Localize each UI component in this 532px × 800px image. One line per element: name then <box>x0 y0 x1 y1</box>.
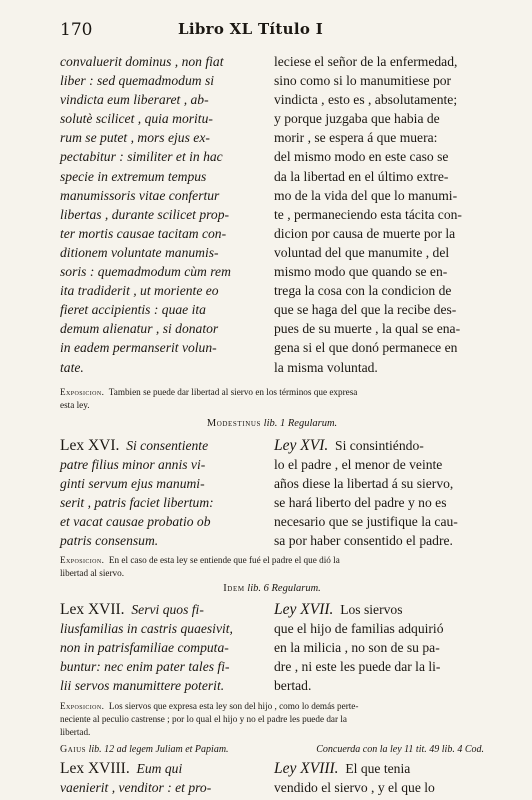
source-author: Gaius <box>60 744 87 755</box>
latin-line: vindicta eum liberaret , ab- <box>60 92 209 108</box>
spanish-line: da la libertad en el último extre- <box>274 168 449 184</box>
parallel-text-block <box>60 52 484 382</box>
latin-line: Eum qui <box>136 761 183 776</box>
latin-line: liusfamilias in castris quaesivit, <box>60 621 233 637</box>
exposicion-label: Exposicion. <box>60 387 105 397</box>
latin-column <box>60 436 256 551</box>
lex-heading: Lex XVII. <box>60 601 125 618</box>
exposicion-note <box>60 700 484 739</box>
spanish-line: que se haga del que la recibe des- <box>274 302 457 318</box>
note-line: libertad al siervo. <box>60 568 125 578</box>
spanish-line: El que tenia <box>345 761 411 776</box>
source-work: lib. 6 Regularum. <box>247 583 321 594</box>
latin-line: ita tradiderit , ut moriente eo <box>60 283 219 299</box>
lex-heading: Lex XVI. <box>60 437 120 454</box>
spanish-line: voluntad del que manumite , del <box>274 244 450 260</box>
spanish-line: bertad. <box>274 678 312 694</box>
running-title: Libro XL Título I <box>178 20 324 38</box>
latin-line: tate. <box>60 359 84 375</box>
note-line: libertad. <box>60 727 91 737</box>
spanish-line: dicion por causa de muerte por la <box>274 225 456 241</box>
latin-line: ter mortis causae tacitam con- <box>60 225 227 241</box>
exposicion-note <box>60 554 484 580</box>
law-source <box>60 583 484 594</box>
latin-line: ditionem voluntate manumis- <box>60 244 219 260</box>
source-work: lib. 1 Regularum. <box>263 418 338 429</box>
latin-column <box>60 600 256 695</box>
spanish-line: lo el padre , el menor de veinte <box>274 457 443 473</box>
latin-line: in eadem permanserit volun- <box>60 340 217 356</box>
spanish-line: necesario que se justifique la cau- <box>274 514 458 530</box>
note-line: Los siervos que expresa esta ley son del hijo , como lo demás perte- <box>108 701 359 711</box>
spanish-line: dre , ni este les puede dar la li- <box>274 659 441 675</box>
lex-heading: Lex XVIII. <box>60 760 130 777</box>
note-line: Tambien se puede dar libertad al siervo en los términos que expresa <box>108 387 358 397</box>
spanish-line: mo de la vida del que lo manumi- <box>274 187 458 203</box>
note-line: En el caso de esta ley se entiende que fué el padre el que dió la <box>108 555 340 565</box>
exposicion-label: Exposicion. <box>60 555 105 565</box>
latin-line: Servi quos fi- <box>131 602 204 617</box>
spanish-line: te , permaneciendo esta tácita con- <box>274 206 462 222</box>
ley-heading: Ley XVIII. <box>274 760 339 777</box>
spanish-line: leciese el señor de la enfermedad, <box>274 54 458 69</box>
exposicion-note <box>60 386 484 412</box>
latin-line: libertas , durante scilicet prop- <box>60 206 230 222</box>
latin-line: buntur: nec enim pater tales fi- <box>60 659 230 675</box>
latin-line: patris consensum. <box>60 533 159 549</box>
note-line: esta ley. <box>60 400 90 410</box>
spanish-line: trega la cosa con la condicion de <box>274 283 452 299</box>
page-number: 170 <box>60 20 93 40</box>
latin-line: Si consentiente <box>126 438 209 453</box>
source-author: Idem <box>223 583 245 594</box>
spanish-line: años diese la libertad á su siervo, <box>274 476 454 492</box>
spanish-column <box>274 759 484 797</box>
latin-line: ginti servum ejus manumi- <box>60 476 205 492</box>
spanish-line: la misma voluntad. <box>274 359 378 375</box>
latin-line: non in patrisfamiliae computa- <box>60 640 229 656</box>
latin-line: liber : sed quemadmodum si <box>60 73 215 89</box>
exposicion-label: Exposicion. <box>60 701 105 711</box>
spanish-line: y porque juzgaba que habia de <box>274 111 440 127</box>
spanish-line: sino como si lo manumitiese por <box>274 73 452 89</box>
spanish-line: pues de su muerte , la qual se ena- <box>274 321 461 337</box>
spanish-column <box>274 436 484 551</box>
spanish-column <box>274 52 484 377</box>
ley-heading: Ley XVI. <box>274 437 329 454</box>
latin-line: et vacat causae probatio ob <box>60 514 211 530</box>
spanish-line: Los siervos <box>340 602 403 617</box>
spanish-line: morir , se espera á que muera: <box>274 130 438 146</box>
spanish-line: en la milicia , no son de su pa- <box>274 640 440 656</box>
latin-line: solutè scilicet , quia moritu- <box>60 111 213 127</box>
lex-xvi-block <box>60 436 484 552</box>
spanish-line: Si consintiéndo- <box>335 438 424 453</box>
spanish-line: mismo modo que quando se en- <box>274 264 448 280</box>
spanish-line: sa por haber consentido el padre. <box>274 533 453 549</box>
latin-line: rum se putet , mors ejus ex- <box>60 130 210 146</box>
lex-xviii-block <box>60 759 484 799</box>
latin-line: pectabitur : similiter et in hac <box>60 149 223 165</box>
ley-heading: Ley XVII. <box>274 601 334 618</box>
latin-line: convaluerit dominus , non fiat <box>60 54 224 69</box>
latin-line: soris : quemadmodum cùm rem <box>60 264 231 280</box>
spanish-line: vendido el siervo , y el que lo <box>274 780 435 796</box>
spanish-line: que el hijo de familias adquirió <box>274 621 444 637</box>
source-work: lib. 12 ad legem Juliam et Papiam. <box>88 744 229 755</box>
latin-line: serit , patris faciet libertum: <box>60 495 214 511</box>
spanish-line: gena si el que donó permanece en <box>274 340 458 356</box>
spanish-line: se hará liberto del padre y no es <box>274 495 447 511</box>
latin-line: fieret accipientis : quae ita <box>60 302 206 318</box>
spanish-line: vindicta , esto es , absolutamente; <box>274 92 458 108</box>
latin-column <box>60 759 256 797</box>
latin-line: patre filius minor annis vi- <box>60 457 206 473</box>
spanish-column <box>274 600 484 695</box>
latin-column <box>60 52 256 377</box>
page-header <box>60 20 484 46</box>
latin-line: vaenierit , venditor : et pro- <box>60 780 212 796</box>
concordance-note: Concuerda con la ley 11 tit. 49 lib. 4 Cod. <box>316 744 484 755</box>
note-line: neciente al peculio castrense ; por lo qual el hijo y no el padre les puede dar la <box>60 714 347 724</box>
lex-xvii-block <box>60 600 484 698</box>
latin-line: specie in extremum tempus <box>60 168 207 184</box>
latin-line: manumissoris vitae confertur <box>60 187 220 203</box>
latin-line: demum alienatur , si donator <box>60 321 219 337</box>
latin-line: lii servos manumittere poterit. <box>60 678 225 694</box>
source-author: Modestinus <box>206 418 262 429</box>
spanish-line: del mismo modo en este caso se <box>274 149 449 165</box>
law-source <box>60 418 484 429</box>
